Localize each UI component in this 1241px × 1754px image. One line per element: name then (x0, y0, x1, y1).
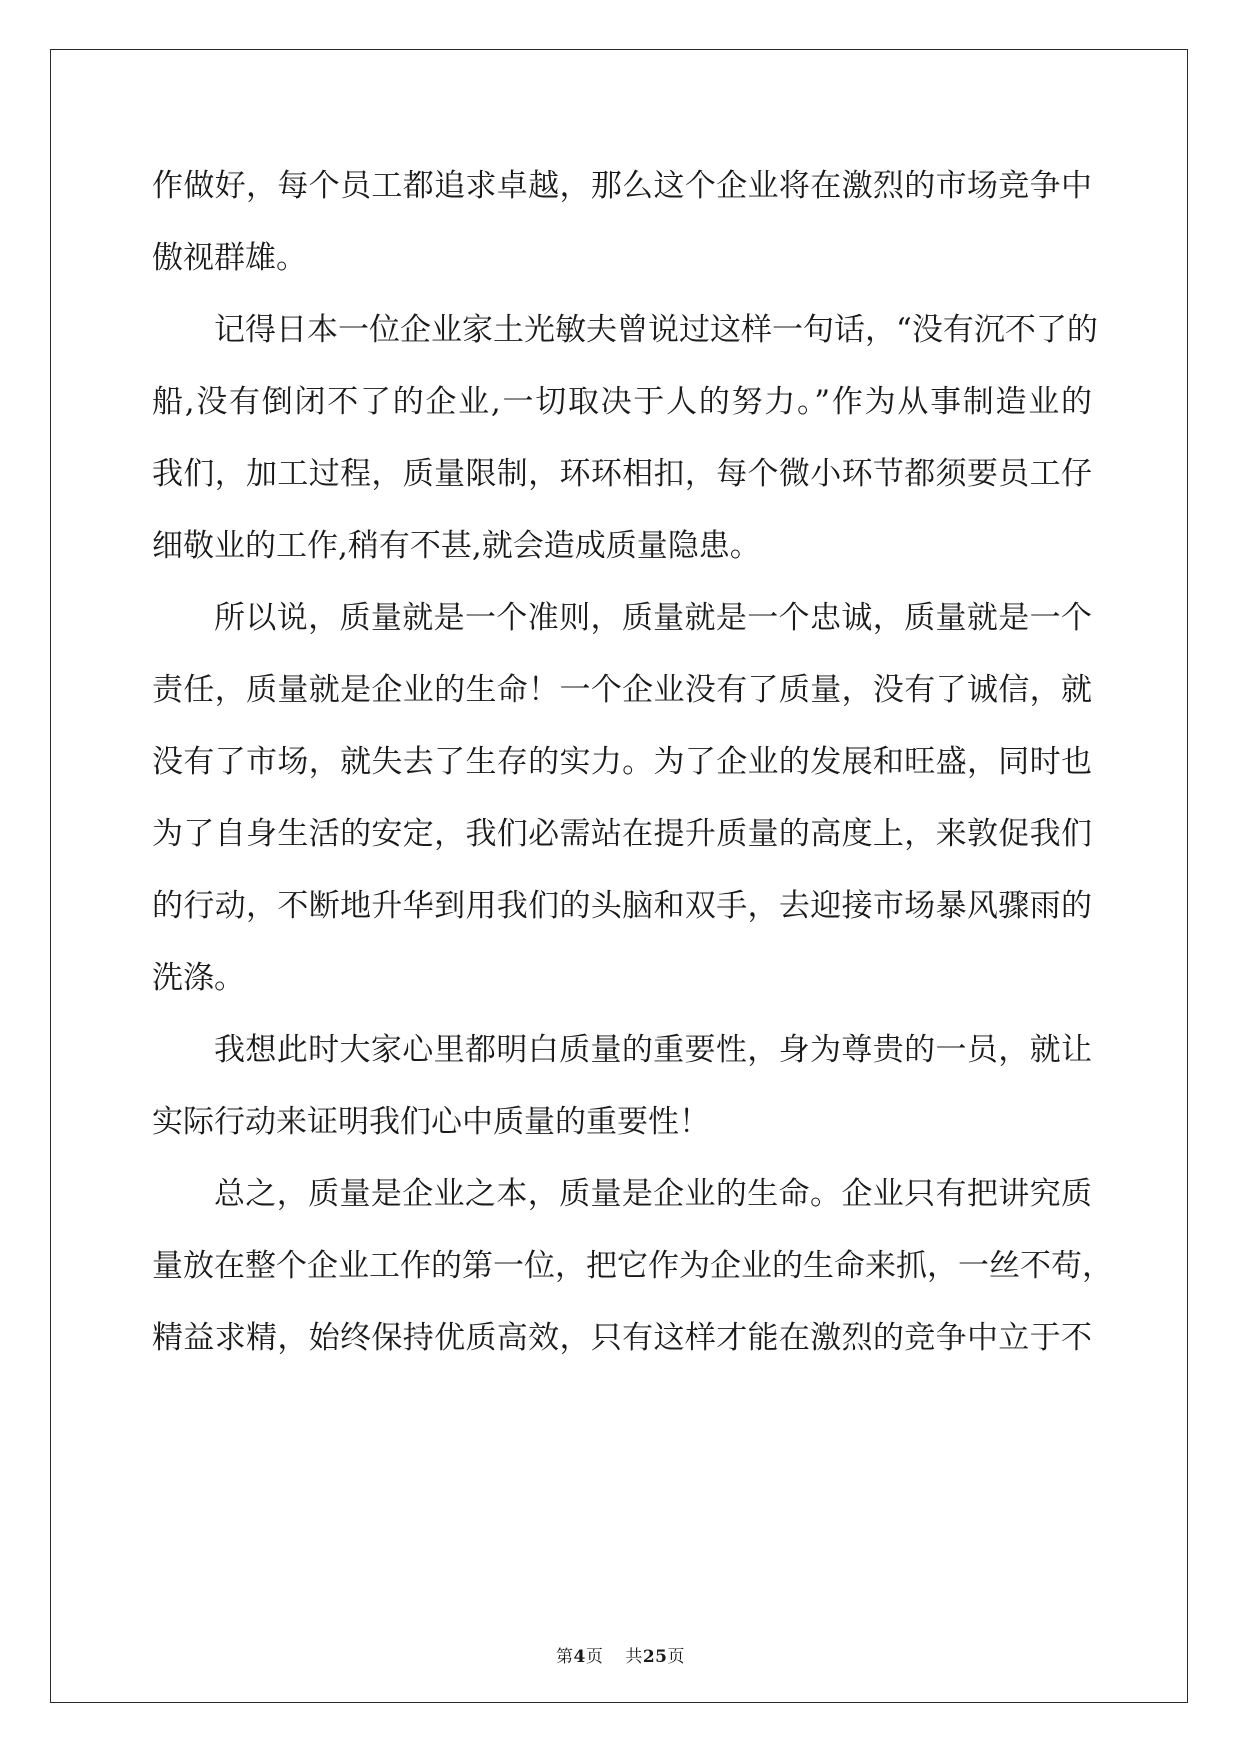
text-line: 为了自身生活的安定，我们必需站在提升质量的高度上，来敦促我们 (152, 816, 1092, 852)
paragraph-first-line: 所以说，质量就是一个准则，质量就是一个忠诚，质量就是一个 (214, 600, 1092, 636)
text-line: 我们，加工过程，质量限制，环环相扣，每个微小环节都须要员工仔 (152, 456, 1092, 492)
text-line: 的行动，不断地升华到用我们的头脑和双手，去迎接市场暴风骤雨的 (152, 888, 1092, 924)
text-line: 作做好，每个员工都追求卓越，那么这个企业将在激烈的市场竞争中 (152, 168, 1092, 204)
footer-page-prefix: 第 (555, 1647, 574, 1667)
paragraph-first-line: 总之，质量是企业之本，质量是企业的生命。企业只有把讲究质 (214, 1176, 1092, 1212)
paragraph-first-line: 记得日本一位企业家土光敏夫曾说过这样一句话，“没有沉不了的 (214, 312, 1098, 348)
text-line: 傲视群雄。 (152, 240, 307, 276)
text-line: 责任，质量就是企业的生命！一个企业没有了质量，没有了诚信，就 (152, 672, 1092, 708)
text-line: 量放在整个企业工作的第一位，把它作为企业的生命来抓，一丝不苟， (152, 1248, 1113, 1284)
page-border (50, 49, 1188, 1703)
footer-total-suffix: 页 (667, 1647, 685, 1667)
text-line: 洗涤。 (152, 960, 245, 996)
text-line: 精益求精，始终保持优质高效，只有这样才能在激烈的竞争中立于不 (152, 1320, 1092, 1356)
footer-total-prefix: 共 (625, 1647, 643, 1667)
text-line: 细敬业的工作,稍有不甚,就会造成质量隐患。 (152, 528, 761, 564)
text-line: 实际行动来证明我们心中质量的重要性！ (152, 1104, 710, 1140)
footer-page-number: 4 (573, 1647, 586, 1667)
text-line: 没有了市场，就失去了生存的实力。为了企业的发展和旺盛，同时也 (152, 744, 1092, 780)
paragraph-first-line: 我想此时大家心里都明白质量的重要性，身为尊贵的一员，就让 (214, 1032, 1092, 1068)
footer-total-pages: 25 (642, 1647, 668, 1667)
footer-page-suffix: 页 (585, 1647, 604, 1667)
text-line: 船,没有倒闭不了的企业,一切取决于人的努力。”作为从事制造业的 (152, 384, 1092, 420)
page-footer (0, 1642, 1241, 1667)
